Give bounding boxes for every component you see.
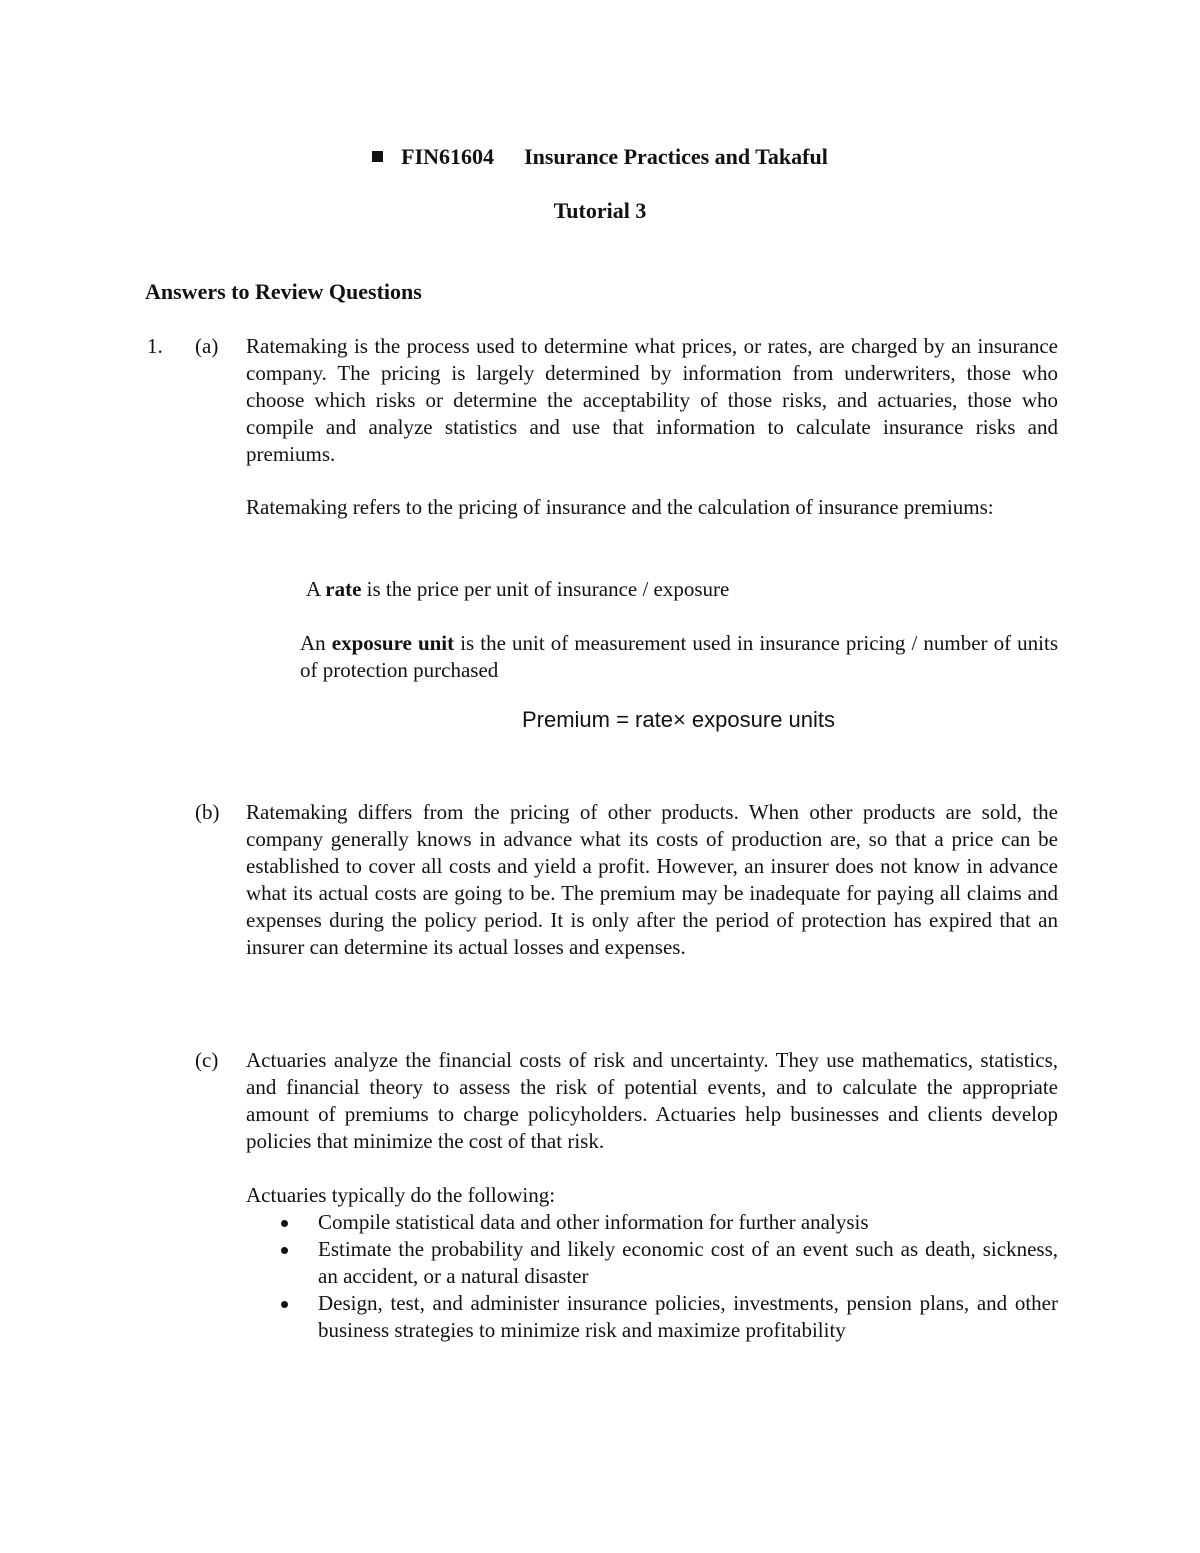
bullet-icon — [281, 1247, 288, 1254]
list-item-text: Design, test, and administer insurance policies, investments, pension plans, and other business strategies to minimize risk and maximize profitability — [318, 1291, 1058, 1342]
section-heading: Answers to Review Questions — [145, 279, 422, 304]
course-code: FIN61604 — [401, 144, 495, 169]
part-b-paragraph: Ratemaking differs from the pricing of other products. When other products are sold, the company generally knows in advance what its costs of production are, so that a price can be established to cover all costs and yield a profit. However, an insurer does not know in advance what its actual costs are going to be. The premium may be inadequate for paying all claims and expenses during the policy period. It is only after the period of protection has expired that an insurer can determine its actual losses and expenses. — [246, 800, 1058, 959]
tutorial-title: Tutorial 3 — [553, 198, 647, 223]
rate-def-pre: A — [306, 577, 326, 601]
rate-definition — [306, 576, 1064, 603]
rate-term: rate — [325, 577, 362, 601]
course-title — [0, 143, 1200, 170]
exposure-def-pre: An — [300, 631, 332, 655]
part-c-paragraph: Actuaries analyze the financial costs of risk and uncertainty. They use mathematics, statistics, and financial theory to assess the risk of potential events, and to calculate the appropriate amount of premiums to charge policyholders. Actuaries help businesses and clients develop policies that minimize the cost of that risk. — [246, 1048, 1058, 1153]
actuaries-duties-list — [246, 1209, 1058, 1344]
part-c-label: (c) — [195, 1048, 219, 1072]
square-bullet-icon — [372, 151, 383, 162]
course-name: Insurance Practices and Takaful — [524, 144, 828, 169]
premium-formula: Premium = rate× exposure units — [521, 707, 836, 732]
list-item-text: Compile statistical data and other information for further analysis — [318, 1210, 869, 1234]
bullet-icon — [281, 1220, 288, 1227]
part-a-label: (a) — [195, 334, 219, 358]
actuaries-list-intro: Actuaries typically do the following: — [246, 1183, 556, 1207]
list-item — [246, 1290, 1058, 1344]
list-item — [246, 1236, 1058, 1290]
exposure-term: exposure unit — [331, 631, 455, 655]
part-a-paragraph-2: Ratemaking refers to the pricing of insurance and the calculation of insurance premiums: — [246, 495, 994, 519]
list-item — [246, 1209, 1058, 1236]
question-number: 1. — [147, 334, 163, 358]
bullet-icon — [281, 1301, 288, 1308]
part-a-paragraph-1: Ratemaking is the process used to determine what prices, or rates, are charged by an insurance company. The pricing is largely determined by information from underwriters, those who choose which risks or determine the acceptability of those risks, and actuaries, those who compile and analyze statistics and use that information to calculate insurance risks and premiums. — [246, 334, 1058, 466]
exposure-def-post: is the unit of measurement used in insurance pricing / number of units of protection purchased — [300, 631, 1058, 682]
list-item-text: Estimate the probability and likely economic cost of an event such as death, sickness, an accident, or a natural disaster — [318, 1237, 1058, 1288]
exposure-unit-definition — [300, 630, 1058, 684]
part-b-label: (b) — [195, 800, 220, 824]
rate-def-post: is the price per unit of insurance / exposure — [361, 577, 730, 601]
